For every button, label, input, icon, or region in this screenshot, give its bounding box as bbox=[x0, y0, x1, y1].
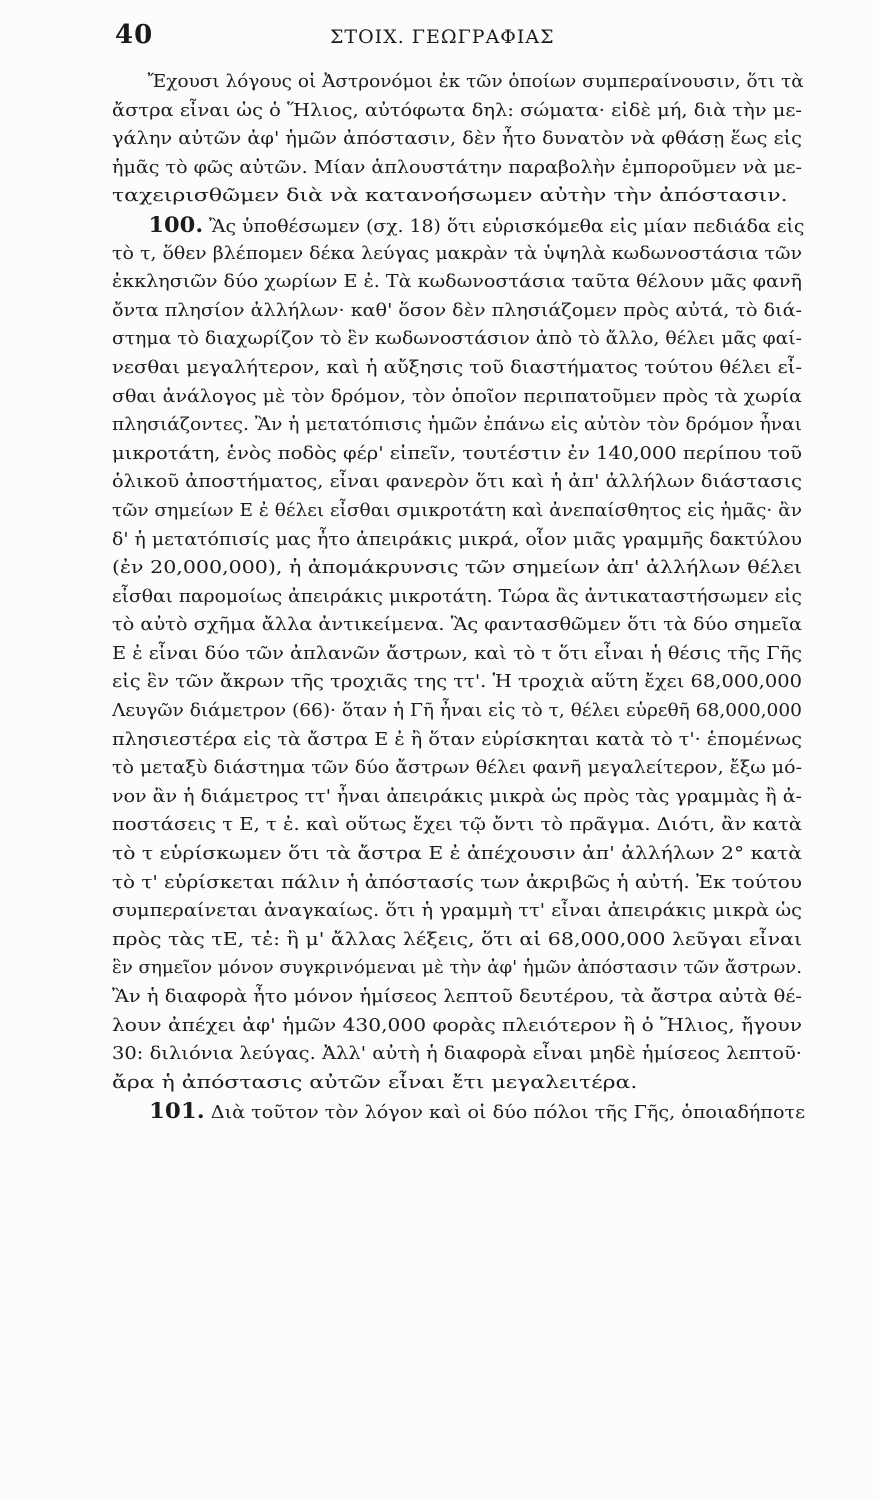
text-line bbox=[112, 1012, 879, 1041]
section-number: 101. bbox=[149, 1098, 205, 1124]
line-text: συμπεραίνεται ἀναγκαίως. ὅτι ἡ γραμμὴ ττ' εἶναι ἀπειράκις μικρὰ ὡς bbox=[112, 901, 802, 922]
line-text: ἐκκλησιῶν δύο χωρίων Ε ἐ. Τὰ κωδωνοστάσια ταῦτα θέλουν μᾶς φανῆ bbox=[112, 272, 802, 293]
text-line bbox=[112, 926, 879, 955]
text-line bbox=[112, 897, 873, 926]
section-number: 100. bbox=[148, 211, 204, 237]
text-line bbox=[112, 68, 836, 97]
line-text: ὄντα πλησίον ἀλλήλων· καθ' ὅσον δὲν πλησιάζομεν πρὸς αὐτά, τὸ διά- bbox=[112, 300, 802, 321]
line-text: νον ἂν ἡ διάμετρος ττ' ἦναι ἀπειράκις μικρὰ ὡς πρὸς τὰς γραμμὰς ἢ ἀ- bbox=[112, 786, 802, 807]
text-line bbox=[112, 783, 859, 812]
line-text: Λευγῶν διάμετρον (66)· ὅταν ἡ Γῆ ἦναι εἰς τὸ τ, θέλει εὑρεθῆ 68,000,000 bbox=[112, 701, 803, 722]
line-text: ποστάσεις τ Ε, τ ἐ. καὶ οὕτως ἔχει τῷ ὄντι τὸ πρᾶγμα. Διότι, ἂν κατὰ bbox=[112, 815, 803, 836]
text-line bbox=[112, 268, 862, 297]
text-line bbox=[112, 497, 839, 526]
line-text: ἓν σημεῖον μόνον συγκρινόμεναι μὲ τὴν ἀφ' ἡμῶν ἀπόστασιν τῶν ἄστρων. bbox=[112, 958, 802, 979]
text-line bbox=[112, 468, 872, 497]
text-line bbox=[112, 811, 879, 840]
line-text: τὸ μεταξὺ διάστημα τῶν δύο ἄστρων θέλει φανῆ μεγαλείτερον, ἔξω μό- bbox=[112, 758, 802, 779]
line-text: τὸ τ' εὑρίσκεται πάλιν ἡ ἀπόστασίς των ἀκριβῶς ἡ αὐτή. Ἐκ τούτου bbox=[112, 872, 802, 893]
line-text: ταχειρισθῶμεν διὰ νὰ κατανοήσωμεν αὐτὴν τὴν ἀπόστασιν. bbox=[112, 186, 788, 207]
line-text: τῶν σημείων Ε ἐ θέλει εἶσθαι σμικροτάτη καὶ ἀνεπαίσθητος εἰς ἡμᾶς· ἂν bbox=[112, 500, 802, 521]
line-text: εἶσθαι παρομοίως ἀπειράκις μικροτάτη. Τώρα ἂς ἀντικαταστήσωμεν εἰς bbox=[112, 586, 802, 607]
line-text: Ἂν ἡ διαφορὰ ἦτο μόνον ἡμίσεος λεπτοῦ δευτέρου, τὰ ἄστρα αὐτὰ θέ- bbox=[112, 987, 802, 1007]
line-text: ἡμᾶς τὸ φῶς αὐτῶν. Μίαν ἁπλουστάτην παραβολὴν ἐμποροῦμεν νὰ με- bbox=[112, 157, 802, 178]
line-text: μικροτάτη, ἑνὸς ποδὸς φέρ' εἰπεῖν, τουτέστιν ἐν 140,000 περίπου τοῦ bbox=[112, 443, 802, 464]
text-line bbox=[112, 125, 870, 154]
line-text: Ε ἐ εἶναι δύο τῶν ἀπλανῶν ἄστρων, καὶ τὸ τ ὅτι εἶναι ἡ θέσις τῆς Γῆς bbox=[112, 643, 802, 664]
line-text: στημα τὸ διαχωρίζον τὸ ἓν κωδωνοστάσιον ἀπὸ τὸ ἄλλο, θέλει μᾶς φαί- bbox=[112, 329, 802, 350]
text-line bbox=[112, 182, 879, 211]
line-text: εἰς ἓν τῶν ἄκρων τῆς τροχιᾶς της ττ'. Ἡ τροχιὰ αὕτη ἔχει 68,000,000 bbox=[112, 672, 802, 693]
line-text: ἄρα ἡ ἀπόστασις αὐτῶν εἶναι ἔτι μεγαλειτέρα. bbox=[112, 1072, 638, 1093]
line-text: λουν ἀπέχει ἀφ' ἡμῶν 430,000 φορὰς πλειότερον ἢ ὁ Ἥλιος, ἤγουν bbox=[112, 1015, 802, 1036]
text-line bbox=[112, 240, 856, 269]
text-line bbox=[112, 726, 866, 755]
line-text: τὸ αὐτὸ σχῆμα ἄλλα ἀντικείμενα. Ἂς φαντασθῶμεν ὅτι τὰ δύο σημεῖα bbox=[112, 615, 802, 636]
text-line bbox=[112, 583, 844, 612]
line-text: (ἐν 20,000,000), ἡ ἀπομάκρυνσις τῶν σημείων ἀπ' ἀλλήλων θέλει bbox=[112, 558, 802, 579]
line-text: τὸ τ, ὅθεν βλέπομεν δέκα λεύγας μακρὰν τὰ ὑψηλὰ κωδωνοστάσια τῶν bbox=[112, 243, 802, 264]
text-line bbox=[112, 1069, 879, 1098]
text-line bbox=[112, 1040, 876, 1069]
text-line bbox=[112, 983, 874, 1012]
text-line bbox=[112, 869, 879, 898]
body-text bbox=[112, 68, 806, 1126]
text-line bbox=[112, 97, 874, 126]
line-text: 30: διλιόνια λεύγας. Ἀλλ' αὐτὴ ἡ διαφορὰ εἶναι μηδὲ ἡμίσεος λεπτοῦ· bbox=[112, 1044, 802, 1065]
line-text: Διὰ τοῦτον τὸν λόγον καὶ οἱ δύο πόλοι τῆς Γῆς, ὁποιαδήποτε bbox=[210, 1103, 806, 1124]
line-text: τὸ τ εὑρίσκωμεν ὅτι τὰ ἄστρα Ε ἐ ἀπέχουσιν ἀπ' ἀλλήλων 2° κατὰ bbox=[112, 844, 802, 865]
running-title: ΣΤΟΙΧ. ΓΕΩΓΡΑΦΙΑΣ bbox=[330, 26, 555, 48]
line-text: νεσθαι μεγαλήτερον, καὶ ἡ αὔξησις τοῦ διαστήματος τούτου θέλει εἶ- bbox=[112, 357, 803, 378]
line-text: σθαι ἀνάλογος μὲ τὸν δρόμον, τὸν ὁποῖον περιπατοῦμεν πρὸς τὰ χωρία bbox=[112, 386, 802, 407]
line-text: Ἂς ὑποθέσωμεν (σχ. 18) ὅτι εὑρισκόμεθα εἰς μίαν πεδιάδα εἰς bbox=[209, 216, 805, 237]
line-text: γάλην αὐτῶν ἀφ' ἡμῶν ἀπόστασιν, δὲν ἦτο δυνατὸν νὰ φθάσῃ ἕως εἰς bbox=[112, 129, 802, 150]
line-text: δ' ἡ μετατόπισίς μας ἦτο ἀπειράκις μικρά, οἷον μιᾶς γραμμῆς δακτύλου bbox=[112, 529, 802, 550]
text-line bbox=[112, 640, 868, 669]
text-line bbox=[112, 297, 862, 326]
text-line bbox=[112, 668, 876, 697]
text-line bbox=[112, 411, 843, 440]
text-line bbox=[112, 1097, 863, 1126]
text-line bbox=[112, 154, 861, 183]
text-line bbox=[112, 325, 847, 354]
text-line bbox=[112, 554, 879, 583]
text-line bbox=[112, 211, 851, 240]
line-text: πλησιάζοντες. Ἂν ἡ μετατόπισις ἡμῶν ἐπάνω εἰς αὐτὸν τὸν δρόμον ἦναι bbox=[112, 415, 802, 436]
text-line bbox=[112, 954, 824, 983]
line-text: πρὸς τὰς τΕ, τἐ: ἢ μ' ἄλλας λέξεις, ὅτι αἱ 68,000,000 λεῦγαι εἶναι bbox=[112, 929, 802, 950]
text-line bbox=[112, 611, 869, 640]
page-header bbox=[115, 20, 795, 60]
line-text: ὁλικοῦ ἀποστήματος, εἶναι φανερὸν ὅτι καὶ ἡ ἀπ' ἀλλήλων διάστασις bbox=[112, 472, 802, 493]
page-number: 40 bbox=[115, 20, 154, 50]
text-line bbox=[112, 697, 840, 726]
text-line bbox=[112, 526, 852, 555]
line-text: Ἔχουσι λόγους οἱ Ἀστρονόμοι ἐκ τῶν ὁποίων συμπεραίνουσιν, ὅτι τὰ bbox=[147, 72, 804, 92]
text-line bbox=[112, 383, 856, 412]
line-text: πλησιεστέρα εἰς τὰ ἄστρα Ε ἐ ἢ ὅταν εὑρίσκηται κατὰ τὸ τ'· ἑπομένως bbox=[112, 729, 802, 750]
text-line bbox=[112, 440, 877, 469]
text-line bbox=[112, 754, 857, 783]
text-line bbox=[112, 354, 878, 383]
text-line bbox=[112, 840, 879, 869]
line-text: ἄστρα εἶναι ὡς ὁ Ἥλιος, αὐτόφωτα δηλ: σώματα· εἰδὲ μή, διὰ τὴν με- bbox=[112, 100, 802, 121]
